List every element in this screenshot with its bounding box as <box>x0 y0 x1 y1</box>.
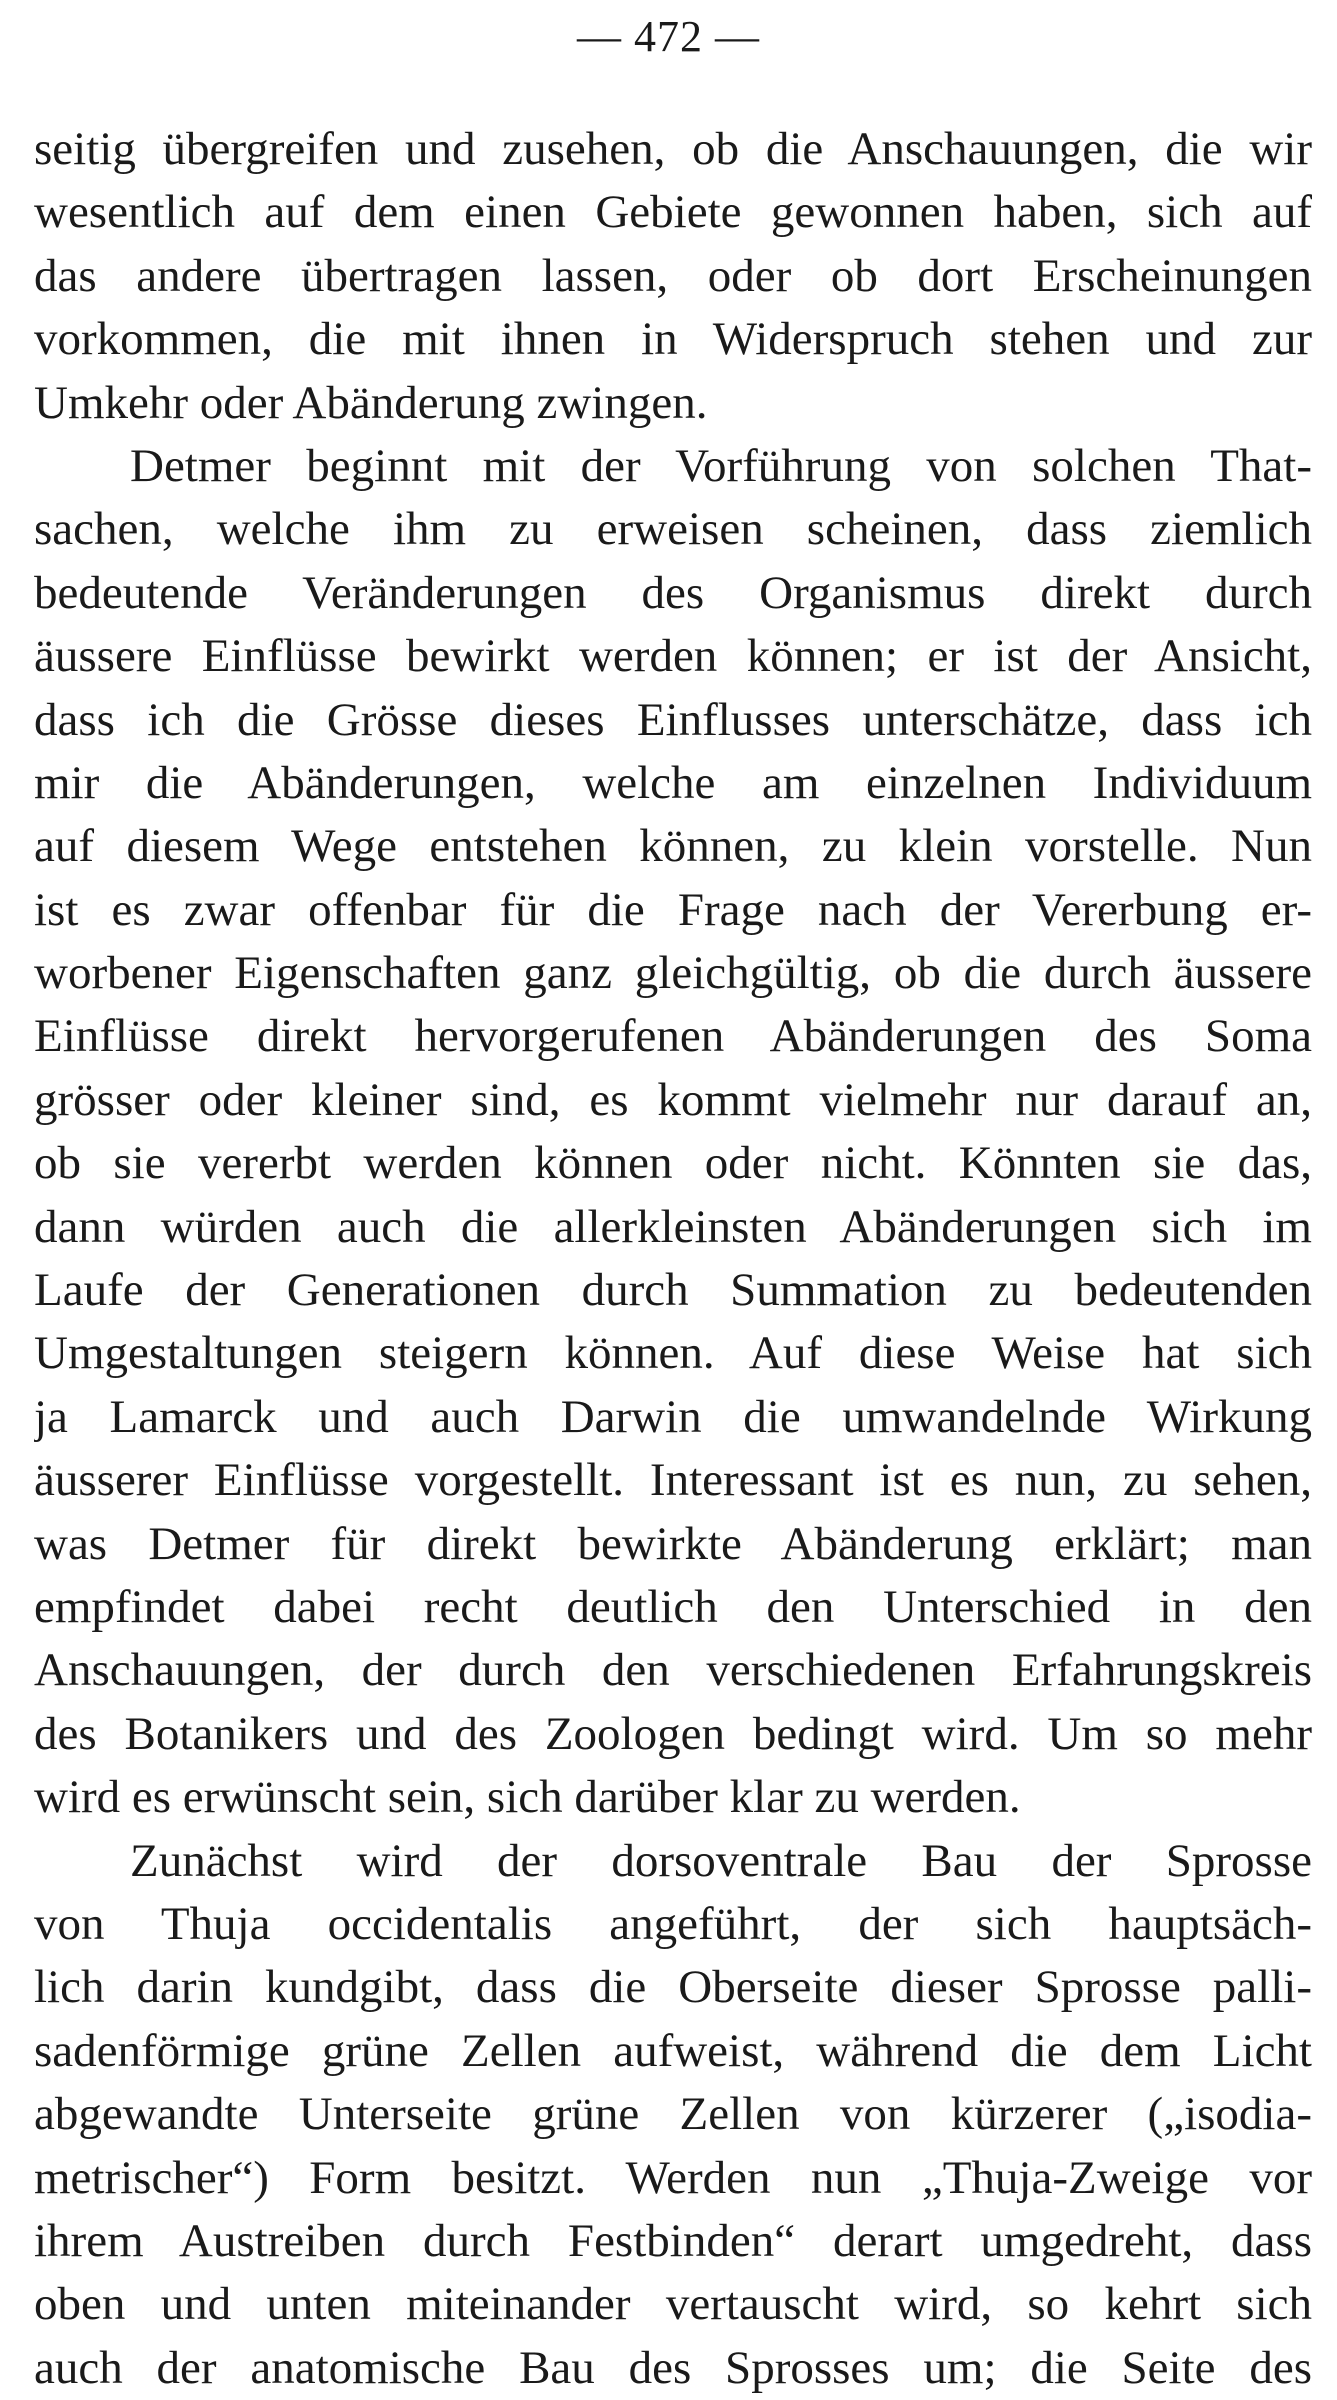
text-line: Anschauungen, der durch den verschiedenen Erfahrungskreis <box>34 1644 1312 1697</box>
text-line: des Botanikers und des Zoologen bedingt wird. Um so mehr <box>34 1707 1312 1760</box>
text-line: sadenförmige grüne Zellen aufweist, während die dem Licht <box>34 2024 1312 2077</box>
text-line: was Detmer für direkt bewirkte Abänderung erklärt; man <box>34 1517 1312 1570</box>
text-line: metrischer“) Form besitzt. Werden nun „Thuja-Zweige vor <box>34 2151 1312 2204</box>
text-line: von Thuja occidentalis angeführt, der sich hauptsäch- <box>34 1897 1312 1950</box>
text-line: auf diesem Wege entstehen können, zu klein vorstelle. Nun <box>34 820 1312 873</box>
text-line: ist es zwar offenbar für die Frage nach der Vererbung er- <box>34 883 1312 936</box>
text-line: grösser oder kleiner sind, es kommt vielmehr nur darauf an, <box>34 1073 1312 1126</box>
text-line: oben und unten miteinander vertauscht wird, so kehrt sich <box>34 2278 1312 2331</box>
text-line: äusserer Einflüsse vorgestellt. Interessant ist es nun, zu sehen, <box>34 1454 1312 1507</box>
text-line: dann würden auch die allerkleinsten Abänderungen sich im <box>34 1200 1312 1253</box>
text-line: ja Lamarck und auch Darwin die umwandelnde Wirkung <box>34 1390 1312 1443</box>
text-line: auch der anatomische Bau des Sprosses um; die Seite des <box>34 2341 1312 2394</box>
text-line: dass ich die Grösse dieses Einflusses unterschätze, dass ich <box>34 693 1312 746</box>
text-line: abgewandte Unterseite grüne Zellen von kürzerer („isodia- <box>34 2088 1312 2141</box>
text-line: wird es erwünscht sein, sich darüber klar zu werden. <box>34 1771 1021 1824</box>
text-line: bedeutende Veränderungen des Organismus direkt durch <box>34 566 1312 619</box>
text-line: Einflüsse direkt hervorgerufenen Abänderungen des Soma <box>34 1010 1312 1063</box>
text-line: sachen, welche ihm zu erweisen scheinen, dass ziemlich <box>34 503 1312 556</box>
text-line: äussere Einflüsse bewirkt werden können; er ist der Ansicht, <box>34 630 1312 683</box>
text-line: seitig übergreifen und zusehen, ob die Anschauungen, die wir <box>34 123 1312 175</box>
text-line: lich darin kundgibt, dass die Oberseite dieser Sprosse palli- <box>34 1961 1312 2014</box>
text-line: Umgestaltungen steigern können. Auf diese Weise hat sich <box>34 1327 1312 1380</box>
text-line: ob sie vererbt werden können oder nicht. Könnten sie das, <box>34 1137 1312 1190</box>
text-line: Umkehr oder Abänderung zwingen. <box>34 376 708 429</box>
text-line: Zunächst wird der dorsoventrale Bau der Sprosse <box>130 1834 1312 1887</box>
text-line: wesentlich auf dem einen Gebiete gewonnen haben, sich auf <box>34 186 1312 239</box>
text-line: mir die Abänderungen, welche am einzelnen Individuum <box>34 756 1312 809</box>
text-line: ihrem Austreiben durch Festbinden“ derart umgedreht, dass <box>34 2214 1312 2267</box>
body-text <box>34 118 1312 2400</box>
text-line: worbener Eigenschaften ganz gleichgültig, ob die durch äussere <box>34 947 1312 1000</box>
text-line: das andere übertragen lassen, oder ob dort Erscheinungen <box>34 249 1312 302</box>
page-number: — 472 — <box>577 12 760 61</box>
text-line: Laufe der Generationen durch Summation zu bedeutenden <box>34 1264 1312 1317</box>
text-line: Detmer beginnt mit der Vorführung von solchen That- <box>130 439 1312 492</box>
text-line: vorkommen, die mit ihnen in Widerspruch stehen und zur <box>34 313 1312 366</box>
text-line: empfindet dabei recht deutlich den Unterschied in den <box>34 1580 1312 1633</box>
